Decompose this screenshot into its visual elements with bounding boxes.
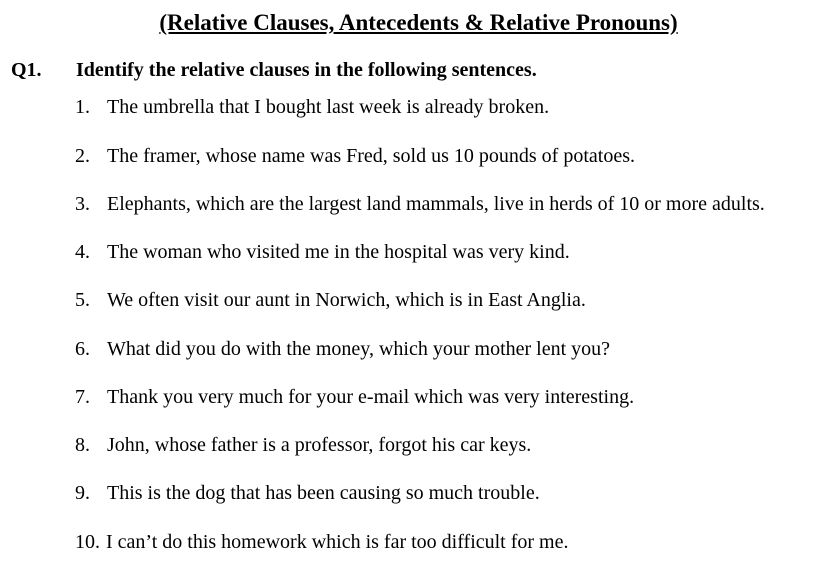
- sentence-item: [75, 335, 610, 363]
- sentence-item: [75, 190, 765, 218]
- sentence-item: [75, 431, 531, 459]
- sentence-text: Thank you very much for your e-mail which was very interesting.: [107, 386, 635, 408]
- sentence-text: This is the dog that has been causing so much trouble.: [107, 482, 540, 504]
- sentence-text: What did you do with the money, which your mother lent you?: [107, 338, 611, 360]
- sentence-number: 4.: [75, 241, 90, 263]
- sentence-number: 2.: [75, 145, 90, 167]
- sentence-text: I can’t do this homework which is far too difficult for me.: [106, 531, 569, 553]
- sentence-text: The umbrella that I bought last week is already broken.: [107, 96, 550, 118]
- sentence-number: 7.: [75, 386, 90, 408]
- sentence-item: [75, 286, 586, 314]
- sentence-text: Elephants, which are the largest land mammals, live in herds of 10 or more adults.: [107, 193, 765, 215]
- sentence-item: [75, 238, 570, 266]
- sentence-text: The framer, whose name was Fred, sold us 10 pounds of potatoes.: [107, 145, 635, 167]
- worksheet-title: (Relative Clauses, Antecedents & Relative Pronouns): [159, 10, 678, 35]
- question-instruction: Identify the relative clauses in the following sentences.: [76, 59, 537, 81]
- sentence-number: 10.: [75, 531, 100, 553]
- sentence-text: John, whose father is a professor, forgot his car keys.: [107, 434, 532, 456]
- sentence-number: 9.: [75, 482, 90, 504]
- sentence-number: 5.: [75, 289, 90, 311]
- sentence-number: 1.: [75, 96, 90, 118]
- sentence-item: [75, 93, 549, 121]
- sentence-number: 3.: [75, 193, 90, 215]
- sentence-number: 8.: [75, 434, 90, 456]
- sentence-item: [75, 528, 569, 556]
- sentence-text: The woman who visited me in the hospital was very kind.: [107, 241, 570, 263]
- sentence-item: [75, 383, 634, 411]
- sentence-item: [75, 479, 540, 507]
- sentence-text: We often visit our aunt in Norwich, which is in East Anglia.: [107, 289, 586, 311]
- question-label: Q1.: [11, 59, 42, 81]
- sentence-number: 6.: [75, 338, 90, 360]
- sentence-item: [75, 142, 635, 170]
